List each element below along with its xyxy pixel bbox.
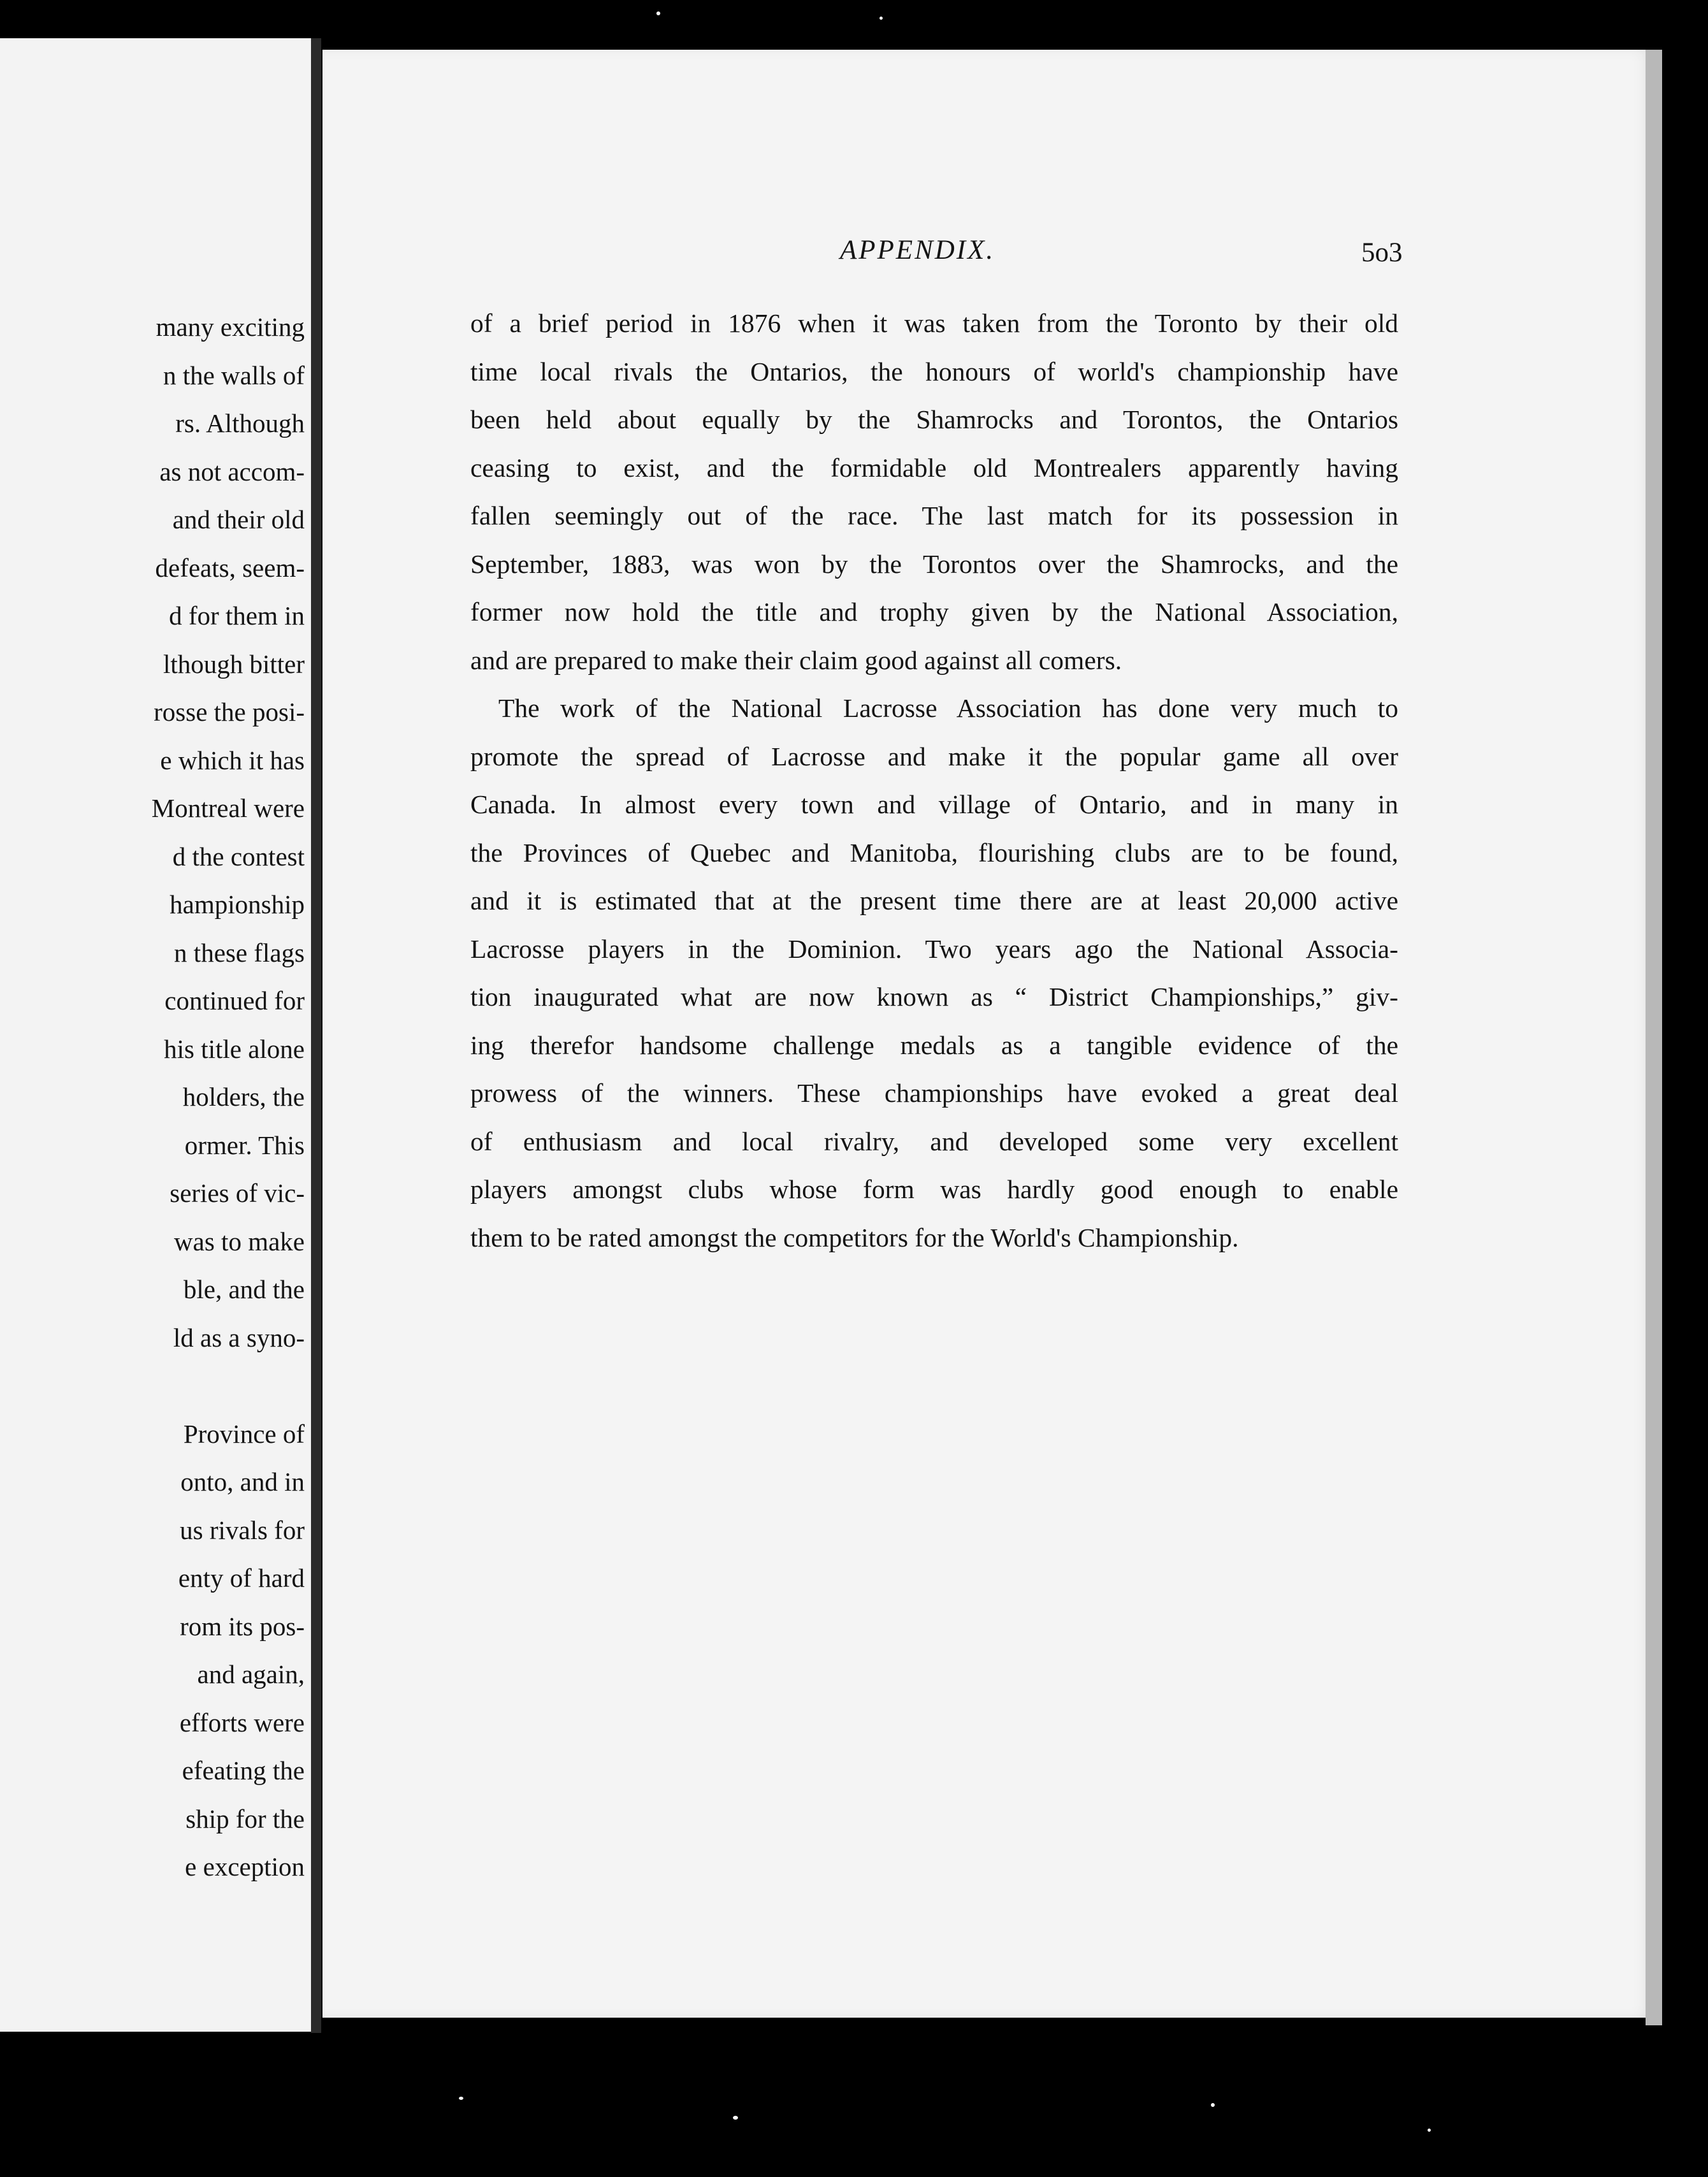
left-line: ormer. This: [184, 1130, 305, 1160]
body-line: ing therefor handsome challenge medals as a tangible evidence of the: [470, 1030, 1398, 1060]
page-edge-shadow: [1646, 50, 1662, 2025]
left-line: Province of: [183, 1419, 305, 1449]
body-line: of a brief period in 1876 when it was taken from the Toronto by their old: [470, 308, 1398, 338]
paragraph-start-line: The work of the National Lacrosse Association has done very much to: [498, 693, 1398, 723]
left-line: n these flags: [174, 937, 305, 967]
left-line: n the walls of: [163, 360, 305, 390]
left-line: e which it has: [160, 745, 305, 775]
scan-speck: [1428, 2129, 1431, 2132]
left-line: us rivals for: [180, 1515, 305, 1545]
body-line: them to be rated amongst the competitors for the World's Championship.: [470, 1222, 1239, 1252]
scan-speck: [1211, 2103, 1215, 2107]
body-line: been held about equally by the Shamrocks and Torontos, the Ontarios: [470, 405, 1398, 434]
left-line: rom its pos-: [180, 1611, 305, 1641]
body-line: Canada. In almost every town and village of Ontario, and in many in: [470, 790, 1398, 819]
left-line: rosse the posi-: [154, 697, 305, 727]
left-line: Montreal were: [151, 793, 305, 823]
left-line: onto, and in: [180, 1467, 305, 1496]
left-line: ship for the: [185, 1804, 305, 1833]
previous-page-fragment: [0, 38, 311, 2032]
body-line: Lacrosse players in the Dominion. Two years ago the National Associa-: [470, 934, 1398, 964]
left-line: was to make: [174, 1226, 305, 1256]
left-line: continued for: [164, 986, 305, 1015]
body-text: [470, 300, 1398, 1262]
page-number: 5o3: [1361, 238, 1403, 268]
body-line: and are prepared to make their claim good against all comers.: [470, 645, 1122, 675]
left-line: e exception: [185, 1852, 305, 1881]
running-head: APPENDIX.: [840, 235, 995, 265]
body-line: time local rivals the Ontarios, the honours of world's championship have: [470, 356, 1398, 386]
left-line: efeating the: [182, 1756, 305, 1785]
body-line: of enthusiasm and local rivalry, and developed some very excellent: [470, 1126, 1398, 1156]
body-line: ceasing to exist, and the formidable old Montrealers apparently having: [470, 452, 1398, 482]
left-line: d the contest: [172, 841, 305, 871]
scan-speck: [459, 2097, 463, 2100]
left-line: lthough bitter: [163, 649, 305, 679]
left-line: ble, and the: [183, 1275, 305, 1304]
scan-speck: [733, 2116, 738, 2120]
left-line: d for them in: [169, 601, 305, 630]
left-line: and again,: [197, 1660, 305, 1689]
body-line: fallen seemingly out of the race. The last match for its possession in: [470, 501, 1398, 530]
left-line: his title alone: [164, 1034, 305, 1064]
previous-page-text: [5, 303, 305, 1891]
left-line: as not accom-: [159, 456, 305, 486]
body-line: prowess of the winners. These championships have evoked a great deal: [470, 1078, 1398, 1108]
scan-speck: [879, 17, 883, 20]
body-line: tion inaugurated what are now known as “ District Championships,” giv-: [470, 982, 1398, 1011]
left-line: hampionship: [170, 890, 305, 919]
left-line: defeats, seem-: [155, 553, 305, 582]
left-line: rs. Although: [175, 409, 305, 438]
left-line: many exciting: [156, 312, 305, 342]
scan-speck: [656, 11, 660, 15]
left-line: holders, the: [182, 1082, 305, 1111]
left-line: and their old: [172, 505, 305, 534]
left-line: efforts were: [179, 1707, 305, 1737]
body-line: the Provinces of Quebec and Manitoba, flourishing clubs are to be found,: [470, 837, 1398, 867]
body-line: promote the spread of Lacrosse and make it the popular game all over: [470, 741, 1398, 771]
body-line: September, 1883, was won by the Torontos over the Shamrocks, and the: [470, 549, 1398, 579]
body-line: players amongst clubs whose form was hardly good enough to enable: [470, 1175, 1398, 1204]
body-line: and it is estimated that at the present time there are at least 20,000 active: [470, 886, 1398, 915]
left-line: ld as a syno-: [173, 1322, 305, 1352]
left-line: enty of hard: [178, 1563, 305, 1593]
left-line-gap: [5, 1362, 305, 1410]
left-line: series of vic-: [170, 1178, 305, 1208]
body-line: former now hold the title and trophy given by the National Association,: [470, 597, 1398, 626]
book-gutter: [311, 38, 321, 2033]
